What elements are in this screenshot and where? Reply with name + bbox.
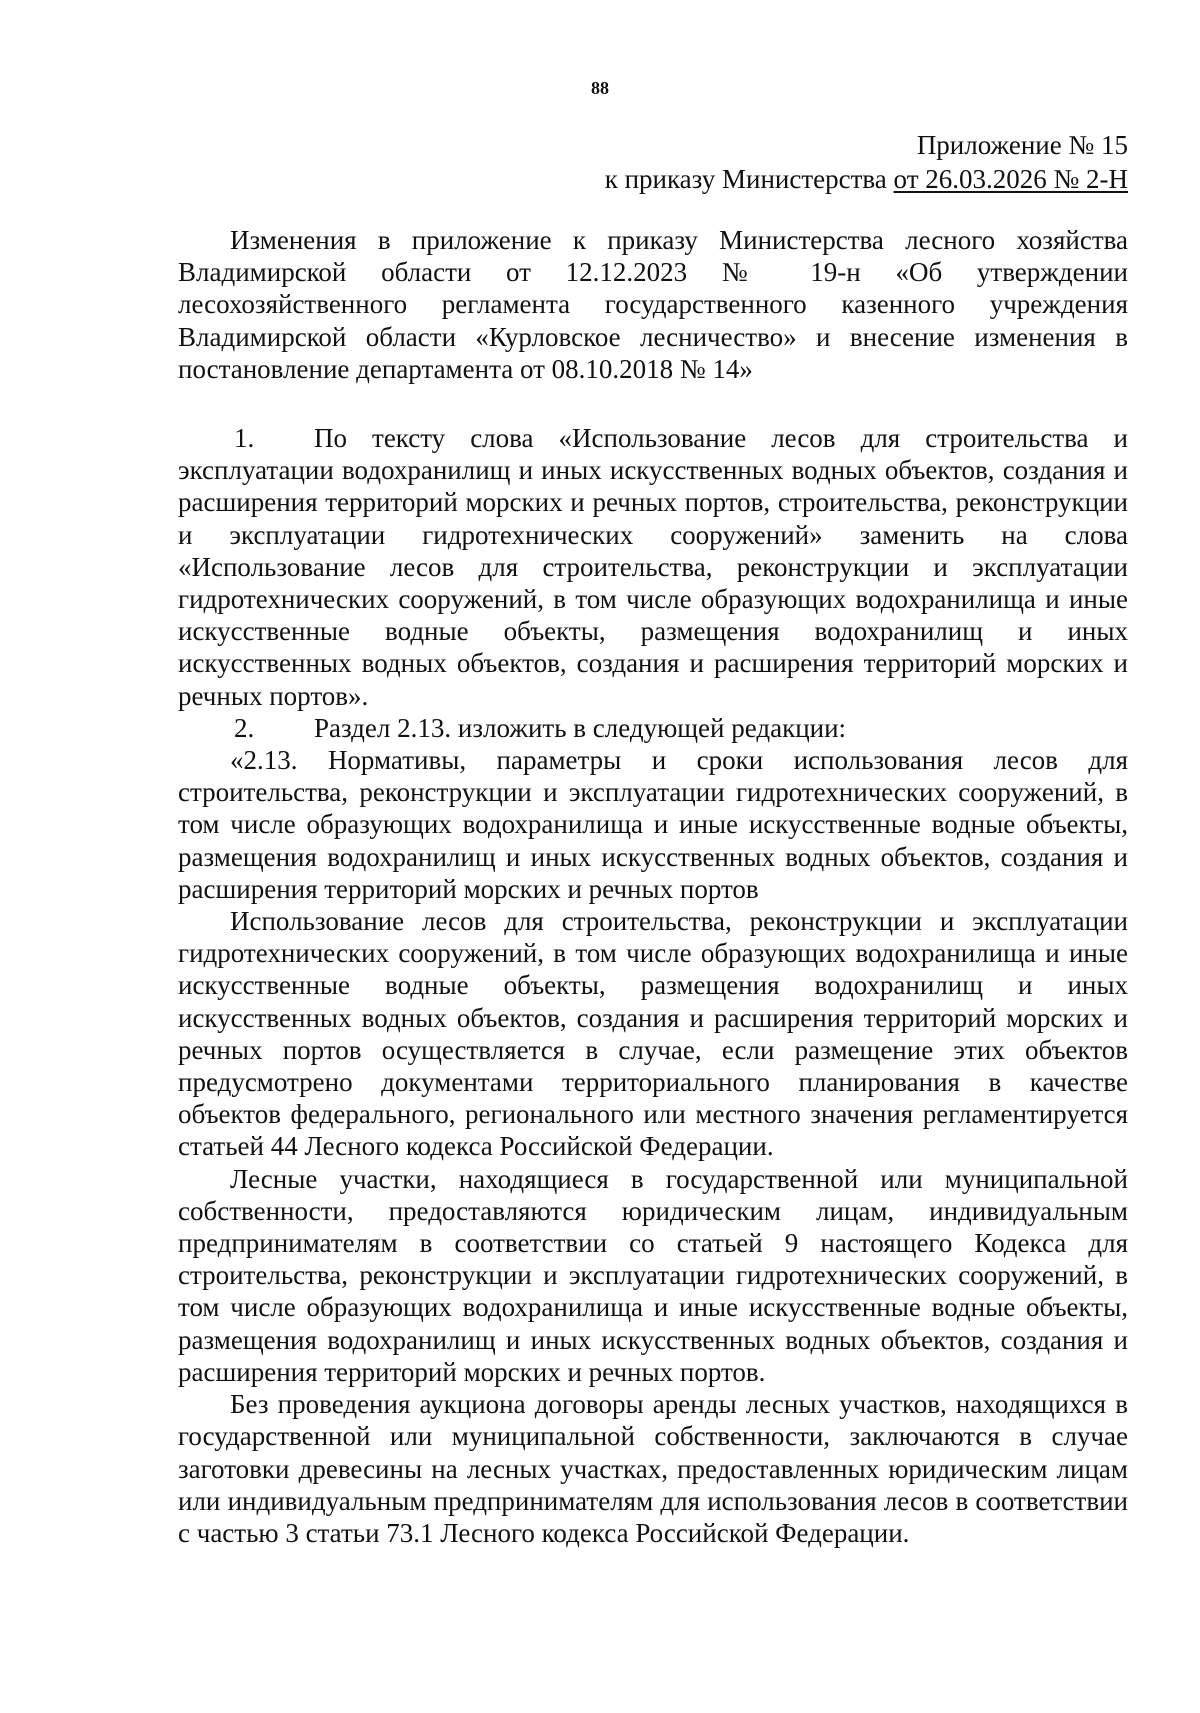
paragraph-auction: Без проведения аукциона договоры аренды лесных участков, находящихся в государственной или муниципальной собственности, заключаются в случае заготовки древесины на лесных участках, предоставленных юридическим лицам или индивидуальным предпринимателям для использования лесов в соответствии с частью 3 статьи 73.1 Лесного кодекса Российской Федерации.	[178, 1389, 1128, 1548]
appendix-line-1: Приложение № 15	[916, 130, 1128, 160]
document-title-text: Изменения в приложение к приказу Министерства лесного хозяйства Владимирской области от 12.12.2023 № 19-н «Об утверждении лесохозяйственного регламента государственного казенного учреждения Владимирской области «Курловское лесничество» и внесение изменения в постановление департамента от 08.10.2018 № 14»	[178, 225, 1128, 384]
item-2	[178, 712, 1128, 744]
section-2-13-heading: «2.13. Нормативы, параметры и сроки использования лесов для строительства, реконструкции и эксплуатации гидротехнических сооружений, в том числе образующих водохранилища и иные искусственные водные объекты, размещения водохранилищ и иных искусственных водных объектов, создания и расширения территорий морских и речных портов	[178, 745, 1128, 904]
item-1-number: 1.	[234, 423, 255, 453]
paragraph-forest-plots: Лесные участки, находящиеся в государственной или муниципальной собственности, предоставляются юридическим лицам, индивидуальным предпринимателям в соответствии со статьей 9 настоящего Кодекса для строительства, реконструкции и эксплуатации гидротехнических сооружений, в том числе образующих водохранилища и иные искусственные водные объекты, размещения водохранилищ и иных искусственных водных объектов, создания и расширения территорий морских и речных портов.	[178, 1163, 1128, 1387]
item-1-text: По тексту слова «Использование лесов для строительства и эксплуатации водохранилищ и иных искусственных водных объектов, создания и расширения территорий морских и речных портов, строительства, реконструкции и эксплуатации гидротехнических сооружений» заменить на слова «Использование лесов для строительства, реконструкции и эксплуатации гидротехнических сооружений, в том числе образующих водохранилища и иные искусственные водные объекты, размещения водохранилищ и иных искусственных водных объектов, создания и расширения территорий морских и речных портов».	[178, 423, 1128, 711]
appendix-header	[605, 128, 1128, 196]
page-number: 88	[591, 78, 609, 98]
appendix-order-number: от 26.03.2026 № 2-Н	[893, 164, 1128, 194]
appendix-line-2	[605, 162, 1128, 196]
appendix-order-prefix: к приказу Министерства	[604, 164, 894, 194]
item-2-number: 2.	[234, 712, 255, 743]
item-2-text: Раздел 2.13. изложить в следующей редакции:	[314, 712, 847, 743]
document-title	[178, 224, 1128, 385]
item-1	[178, 422, 1128, 712]
paragraph-forest-usage: Использование лесов для строительства, реконструкции и эксплуатации гидротехнических сооружений, в том числе образующих водохранилища и иные искусственные водные объекты, размещения водохранилищ и иных искусственных водных объектов, создания и расширения территорий морских и речных портов осуществляется в случае, если размещение этих объектов предусмотрено документами территориального планирования в качестве объектов федерального, регионального или местного значения регламентируется статьей 44 Лесного кодекса Российской Федерации.	[178, 906, 1128, 1162]
document-body	[178, 422, 1128, 1549]
